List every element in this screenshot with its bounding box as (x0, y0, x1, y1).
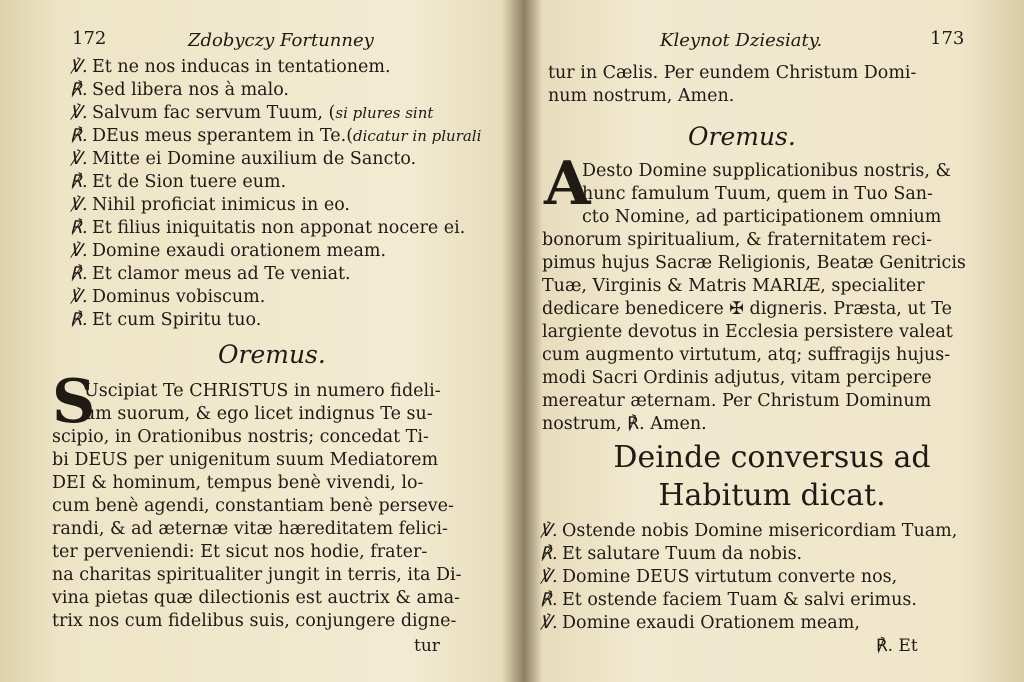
versicle-line: ℟. Et salutare Tuum da nobis. (540, 544, 803, 564)
prayer-line: mereatur æternam. Per Christum Dominum (542, 391, 932, 411)
text-line: tur in Cælis. Per eundem Christum Domi- (548, 63, 917, 83)
versicle-line: ℣. Domine exaudi orationem meam. (70, 241, 387, 261)
catchword: ℟. Et (876, 636, 918, 656)
prayer-line: largiente devotus in Ecclesia persistere valeat (542, 322, 953, 342)
prayer-line: nostrum, ℟. Amen. (542, 414, 707, 434)
page-number: 173 (930, 28, 965, 49)
prayer-line: vina pietas quæ dilectionis est auctrix & ama- (52, 588, 460, 608)
prayer-line: randi, & ad æternæ vitæ hæreditatem felici- (52, 519, 448, 539)
oremus-heading: Oremus. (218, 340, 326, 369)
prayer-line: DEI & hominum, tempus benè vivendi, lo- (52, 473, 424, 493)
text-line: num nostrum, Amen. (548, 86, 735, 106)
drop-cap: A (544, 149, 591, 219)
prayer-line: cto Nomine, ad participationem omnium (582, 207, 942, 227)
prayer-line: Desto Domine supplicationibus nostris, & (582, 161, 952, 181)
prayer-line: bonorum spiritualium, & fraternitatem reci- (542, 230, 933, 250)
prayer-line: modi Sacri Ordinis adjutus, vitam percipere (542, 368, 932, 388)
oremus-heading: Oremus. (688, 122, 796, 151)
versicle-line: ℣. Mitte ei Domine auxilium de Sancto. (70, 149, 417, 169)
prayer-line: um suorum, & ego licet indignus Te su- (84, 404, 433, 424)
versicle-line: ℟. Et filius iniquitatis non apponat nocere ei. (70, 218, 466, 238)
versicle-line: ℣. Salvum fac servum Tuum, (si plures sint (70, 103, 434, 123)
prayer-line: cum benè agendi, constantiam benè perseve- (52, 496, 454, 516)
prayer-line: Tuæ, Virginis & Matris MARIÆ, specialiter (542, 276, 925, 296)
prayer-line: bi DEUS per unigenitum suum Mediatorem (52, 450, 439, 470)
prayer-line: na charitas spiritualiter jungit in terris, ita Di- (52, 565, 462, 585)
right-page (520, 0, 1024, 682)
versicle-line: ℣. Domine DEUS virtutum converte nos, (540, 567, 898, 587)
catchword: tur (414, 636, 440, 656)
versicle-line: ℟. Et clamor meus ad Te veniat. (70, 264, 351, 284)
prayer-line: Uscipiat Te CHRISTUS in numero fideli- (84, 381, 441, 401)
versicle-line: ℣. Et ne nos inducas in tentationem. (70, 57, 391, 77)
versicle-line: ℟. DEus meus sperantem in Te.(dicatur in plurali (70, 126, 482, 146)
page-number: 172 (72, 28, 107, 49)
section-heading-line: Habitum dicat. (658, 478, 886, 513)
section-heading-line: Deinde conversus ad (613, 440, 931, 475)
running-head: Kleynot Dziesiaty. (660, 30, 823, 51)
prayer-line: trix nos cum fidelibus suis, conjungere digne- (52, 611, 457, 631)
versicle-line: ℟. Et cum Spiritu tuo. (70, 310, 262, 330)
versicle-line: ℣. Nihil proficiat inimicus in eo. (70, 195, 350, 215)
prayer-line: hunc famulum Tuum, quem in Tuo San- (582, 184, 933, 204)
versicle-line: ℣. Ostende nobis Domine misericordiam Tuam, (540, 521, 958, 541)
drop-cap: S (52, 367, 96, 437)
prayer-line: dedicare benedicere ✠ digneris. Præsta, ut Te (542, 299, 952, 319)
running-head: Zdobyczy Fortunney (188, 30, 374, 51)
versicle-line: ℟. Sed libera nos à malo. (70, 80, 289, 100)
prayer-line: scipio, in Orationibus nostris; concedat Ti- (52, 427, 429, 447)
prayer-line: ter perveniendi: Et sicut nos hodie, frater- (52, 542, 428, 562)
versicle-line: ℟. Et ostende faciem Tuam & salvi erimus. (540, 590, 917, 610)
versicle-line: ℣. Dominus vobiscum. (70, 287, 266, 307)
versicle-line: ℟. Et de Sion tuere eum. (70, 172, 287, 192)
prayer-line: pimus hujus Sacræ Religionis, Beatæ Genitricis (542, 253, 966, 273)
prayer-line: cum augmento virtutum, atq; suffragijs hujus- (542, 345, 951, 365)
versicle-line: ℣. Domine exaudi Orationem meam, (540, 613, 860, 633)
